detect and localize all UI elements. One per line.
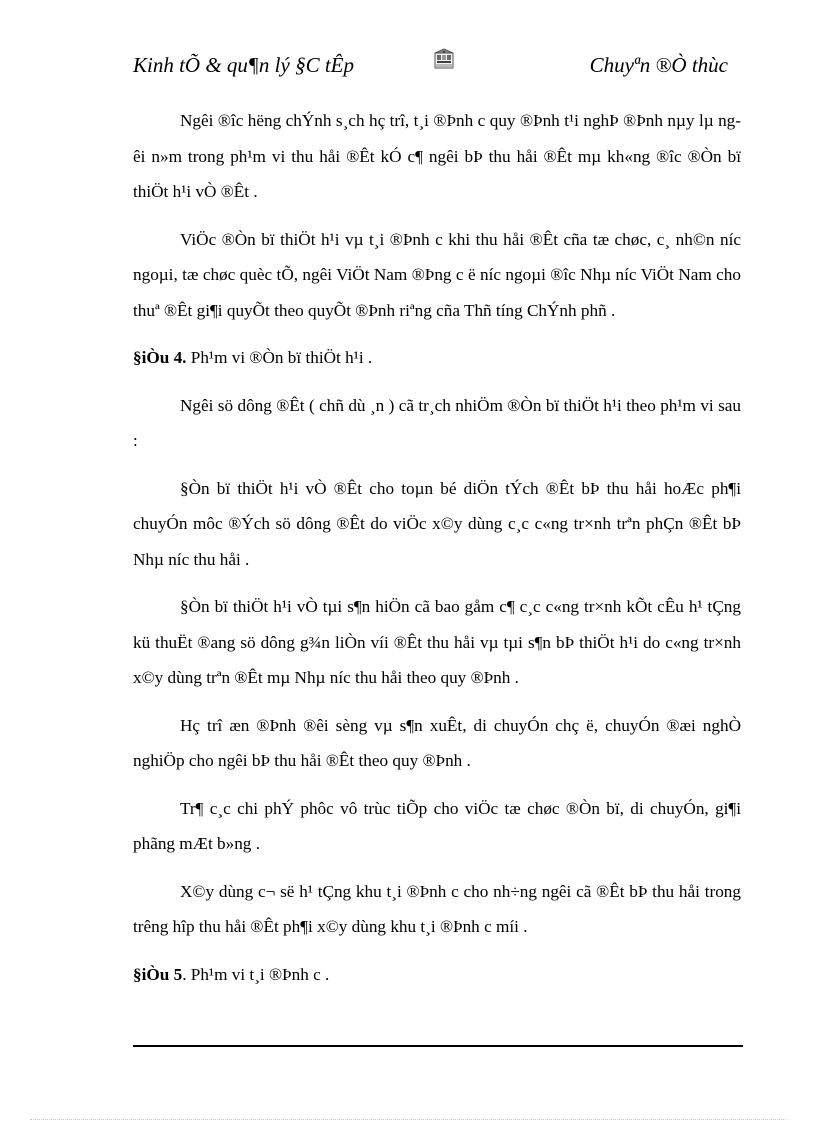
article-5-label: §iÒu 5 [133, 964, 183, 984]
page-bottom-edge [30, 1119, 786, 1120]
paragraph-resettlement-infrastructure: X©y dùng c¬ së h¹ tÇng khu t¸i ®Þnh c cho nh÷ng ngêi cã ®Êt bÞ thu håi trong trêng hîp thu håi ®Êt ph¶i x©y dùng khu t¸i ®Þnh c míi . [133, 881, 741, 936]
paragraph-foreign-organizations: ViÖc ®Òn bï thiÖt h¹i vµ t¸i ®Þnh c khi thu håi ®Êt cña tæ chøc, c¸ nh©n níc ngoµi, tæ chøc quèc tÕ, ngêi ViÖt Nam ®Þng c ë níc ngoµi ®îc Nhµ níc ViÖt Nam cho thuª ®Êt gi¶i quyÕt theo quyÕt ®Þnh riªng cña Thñ tíng ChÝnh phñ . [133, 229, 741, 320]
article-4-title: Ph¹m vi ®Òn bï thiÖt h¹i . [186, 348, 373, 367]
article-5-heading [133, 957, 741, 993]
header-left-title: Kinh tÕ & qu¶n lý §C tÊp [133, 53, 354, 77]
paragraph-land-compensation: §Òn bï thiÖt h¹i vÒ ®Êt cho toµn bé diÖn tÝch ®Êt bÞ thu håi hoÆc ph¶i chuyÓn môc ®Ých sö dông ®Êt do viÖc x©y dùng c¸c c«ng tr×nh trªn phÇn ®Êt bÞ Nhµ níc thu håi . [133, 478, 741, 569]
paragraph-eligible-persons: Ngêi ®îc hëng chÝnh s¸ch hç trî, t¸i ®Þnh c quy ®Þnh t¹i nghÞ ®Þnh nµy lµ ngêi n»m trong ph¹m vi thu håi ®Êt kÓ c¶ ngêi bÞ thu håi ®Êt mµ kh«ng ®îc ®Òn bï thiÖt h¹i vÒ ®Êt . [133, 111, 741, 201]
article-4-label: §iÒu 4. [133, 348, 187, 367]
paragraph-livelihood-support: Hç trî æn ®Þnh ®êi sèng vµ s¶n xuÊt, di chuyÓn chç ë, chuyÓn ®æi nghÒ nghiÖp cho ngêi bÞ thu håi ®Êt theo quy ®Þnh . [133, 715, 741, 770]
article-5-title: . Ph¹m vi t¸i ®Þnh c . [182, 964, 330, 984]
document-body [133, 103, 741, 1004]
paragraph-land-user-responsibility: Ngêi sö dông ®Êt ( chñ dù ¸n ) cã tr¸ch nhiÖm ®Òn bï thiÖt h¹i theo ph¹m vi sau : [133, 395, 741, 450]
school-crest-icon [432, 48, 456, 72]
paragraph-asset-compensation: §Òn bï thiÖt h¹i vÒ tµi s¶n hiÖn cã bao gåm c¶ c¸c c«ng tr×nh kÕt cÊu h¹ tÇng kü thuËt ®ang sö dông g¾n liÒn víi ®Êt thu håi vµ tµi s¶n bÞ thiÖt h¹i do c«ng tr×nh x©y dùng trªn ®Êt mµ Nhµ níc thu håi theo quy ®Þnh . [133, 597, 741, 687]
article-4-heading [133, 340, 741, 376]
paragraph-direct-costs: Tr¶ c¸c chi phÝ phôc vô trùc tiÕp cho viÖc tæ chøc ®Òn bï, di chuyÓn, gi¶i phãng mÆt b»ng . [133, 798, 741, 853]
footer-divider [133, 1045, 743, 1047]
header-right-title: Chuyªn ®Ò thùc [589, 53, 728, 77]
